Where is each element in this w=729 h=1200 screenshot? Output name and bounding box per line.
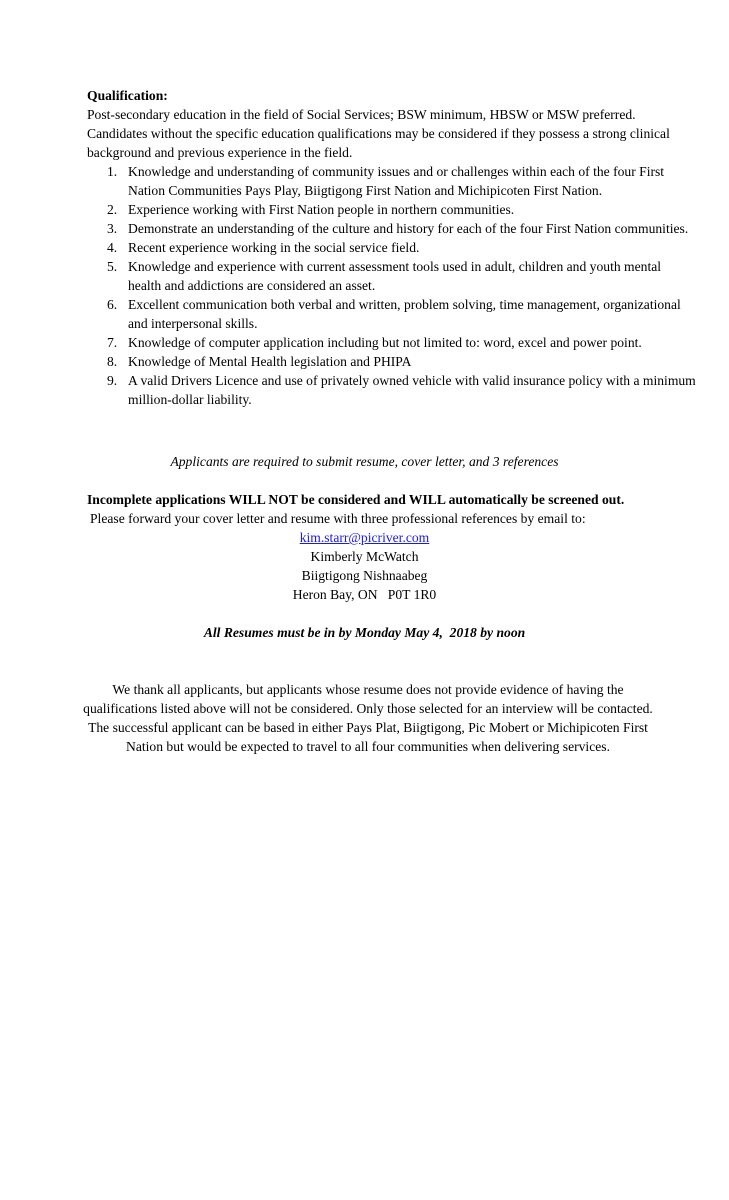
qualification-item-text: Recent experience working in the social service field.: [128, 240, 420, 255]
contact-organization: Biigtigong Nishnaabeg: [301, 568, 428, 583]
qualification-item-text: Excellent communication both verbal and written, problem solving, time management, organizational and interpersonal skills.: [128, 297, 681, 331]
qualification-item: [87, 352, 697, 371]
qualification-item-number: 5.: [107, 259, 118, 274]
forward-instruction: Please forward your cover letter and resume with three professional references by email to:: [90, 511, 586, 526]
qualification-item: [87, 238, 697, 257]
qualification-item: [87, 371, 697, 409]
qualification-item: [87, 257, 697, 295]
qualification-heading: Qualification:: [87, 88, 168, 103]
contact-name: Kimberly McWatch: [310, 549, 419, 564]
qualification-item: [87, 162, 697, 200]
qualification-item-number: 6.: [107, 297, 118, 312]
qualification-item-number: 9.: [107, 373, 118, 388]
qualification-item-text: Demonstrate an understanding of the culture and history for each of the four First Nation communities.: [128, 221, 689, 236]
qualification-item-number: 2.: [107, 202, 118, 217]
contact-address: Heron Bay, ON P0T 1R0: [292, 587, 437, 602]
qualification-item-number: 3.: [107, 221, 118, 236]
contact-email-link[interactable]: kim.starr@picriver.com: [299, 530, 430, 545]
qualification-item-text: A valid Drivers Licence and use of privately owned vehicle with valid insurance policy with a minimum million-dollar liability.: [128, 373, 696, 407]
qualification-item: [87, 295, 697, 333]
qualification-item-number: 4.: [107, 240, 118, 255]
qualification-intro: Post-secondary education in the field of Social Services; BSW minimum, HBSW or MSW preferred. Candidates without the specific education qualifications may be considered if they possess a strong clinical background and previous experience in the field.: [87, 107, 670, 160]
qualification-item: [87, 200, 697, 219]
deadline-notice: All Resumes must be in by Monday May 4, 2018 by noon: [203, 625, 526, 640]
qualification-item-text: Knowledge of computer application including but not limited to: word, excel and power point.: [128, 335, 642, 350]
qualification-list: [87, 162, 697, 409]
incomplete-notice: Incomplete applications WILL NOT be considered and WILL automatically be screened out.: [87, 492, 625, 507]
qualification-item: [87, 219, 697, 238]
qualification-item-number: 1.: [107, 164, 118, 179]
qualification-item-text: Knowledge of Mental Health legislation and PHIPA: [128, 354, 412, 369]
qualification-item-text: Knowledge and understanding of community issues and or challenges within each of the four First Nation Communities Pays Play, Biigtigong First Nation and Michipicoten First Nation.: [128, 164, 665, 198]
qualification-item-number: 7.: [107, 335, 118, 350]
requirements-note: Applicants are required to submit resume, cover letter, and 3 references: [170, 454, 559, 469]
closing-paragraph: We thank all applicants, but applicants whose resume does not provide evidence of having the qualifications listed above will not be considered. Only those selected for an interview will be contacted. The successful applicant can be based in either Pays Plat, Biigtigong, Pic Mobert or Michipicoten First Nation but would be expected to travel to all four communities when delivering services.: [83, 682, 653, 754]
contact-email-line: [0, 528, 729, 547]
qualification-item-text: Knowledge and experience with current assessment tools used in adult, children and youth mental health and addictions are considered an asset.: [128, 259, 662, 293]
qualification-section: [87, 86, 697, 409]
qualification-item-text: Experience working with First Nation people in northern communities.: [128, 202, 515, 217]
qualification-item: [87, 333, 697, 352]
qualification-item-number: 8.: [107, 354, 118, 369]
